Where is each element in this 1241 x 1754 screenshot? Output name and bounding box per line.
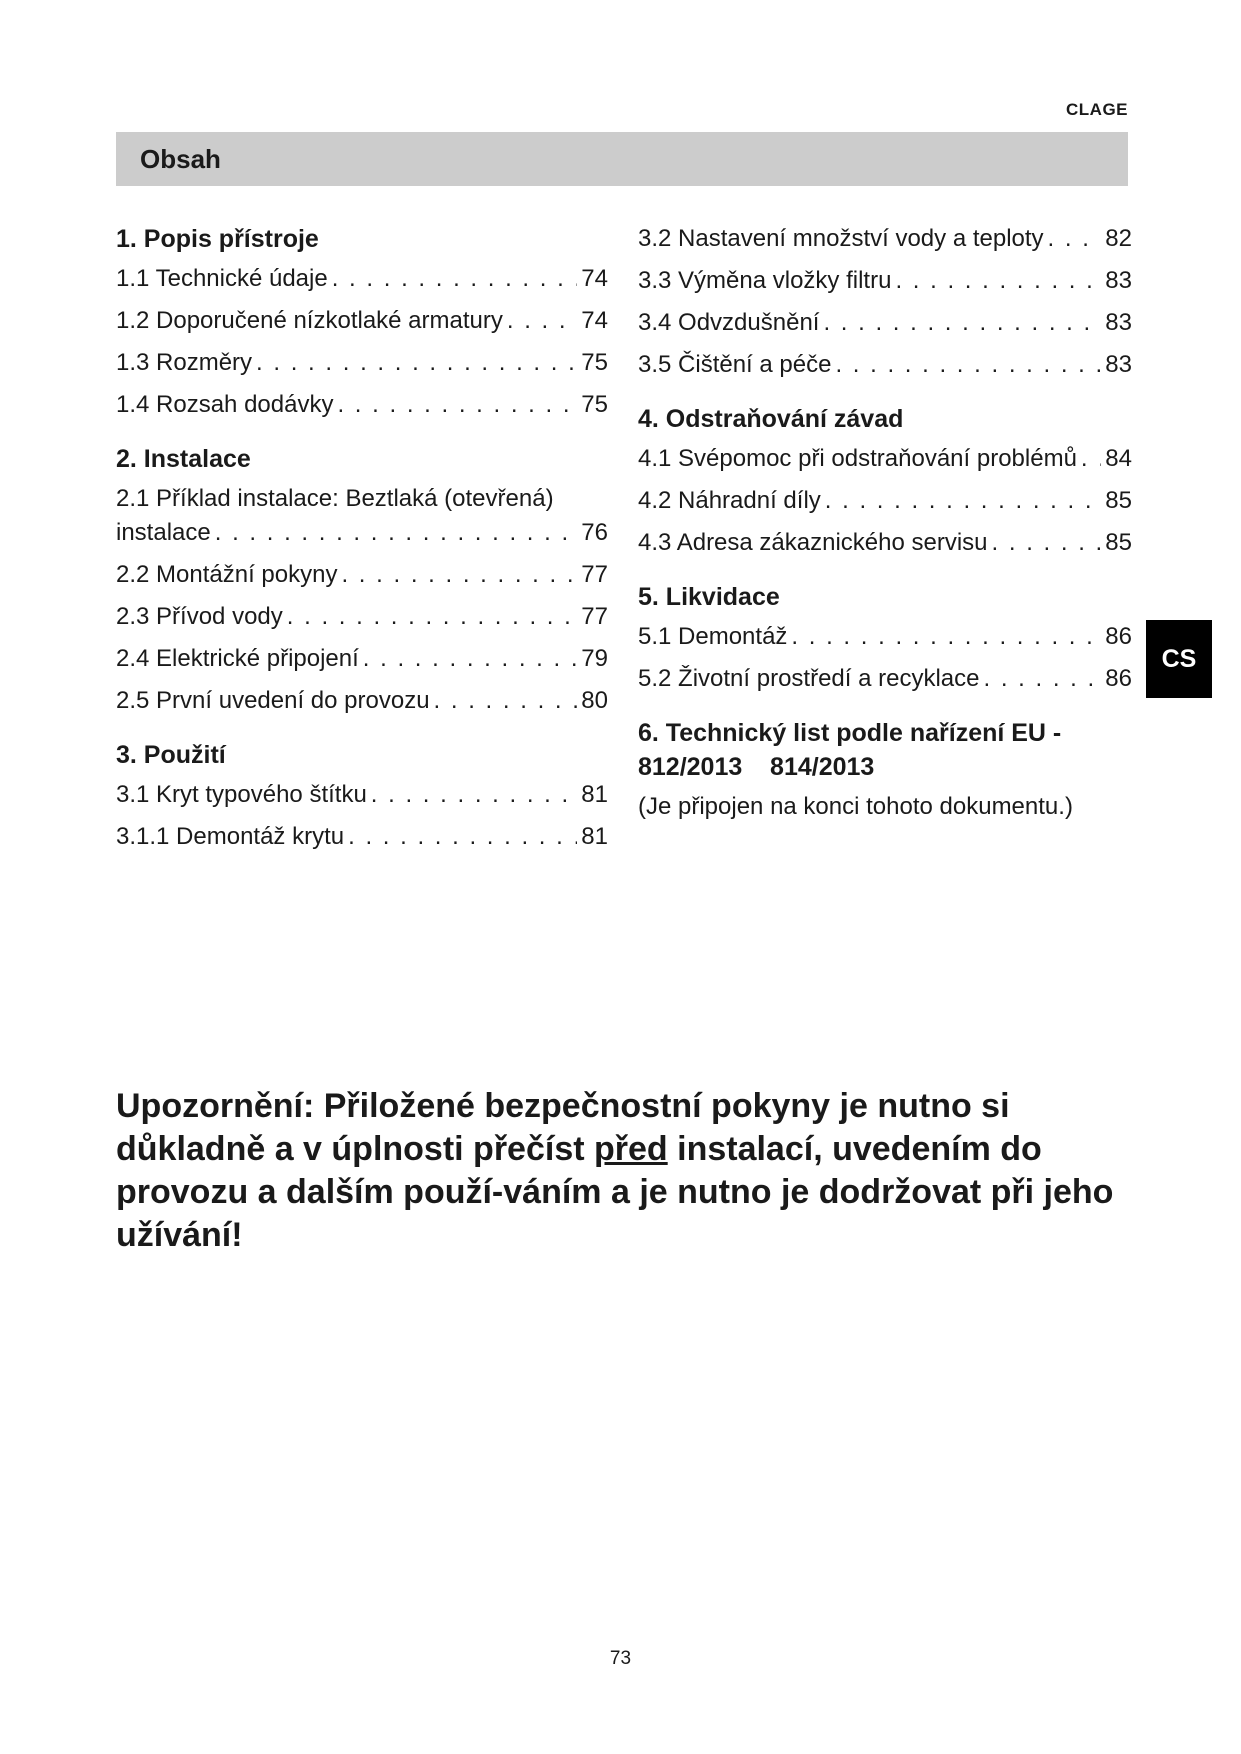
leader-dots <box>791 620 1101 654</box>
toc-entry[interactable] <box>638 442 1132 476</box>
toc-entry[interactable] <box>116 558 608 592</box>
toc-entry[interactable] <box>638 264 1132 298</box>
toc-entry-label: 1.4 Rozsah dodávky <box>116 391 334 418</box>
toc-entry[interactable] <box>638 348 1132 382</box>
leader-dots <box>983 662 1101 696</box>
toc-entry-page: 86 <box>1105 665 1132 692</box>
toc-entry-label: 3.2 Nastavení množství vody a teploty <box>638 225 1044 252</box>
toc-entry[interactable] <box>116 388 608 422</box>
toc-entry[interactable] <box>638 222 1132 256</box>
page-number: 73 <box>609 1648 632 1669</box>
toc-entry-page: 85 <box>1105 529 1132 556</box>
warning-underlined-word: před <box>594 1130 668 1168</box>
leader-dots <box>363 642 578 676</box>
toc-entry-page: 77 <box>581 603 608 630</box>
toc-entry-page: 79 <box>581 645 608 672</box>
leader-dots <box>992 526 1102 560</box>
toc-entry[interactable] <box>116 600 608 634</box>
toc-entry-label: 5.1 Demontáž <box>638 623 788 650</box>
section-6-title <box>638 716 1132 784</box>
toc-entry[interactable] <box>638 526 1132 560</box>
toc-entry-page: 83 <box>1105 309 1132 336</box>
toc-entry-page: 84 <box>1105 445 1132 472</box>
toc-entry-label: 1.1 Technické údaje <box>116 265 328 292</box>
toc-entry-page: 74 <box>581 265 608 292</box>
toc-entry-label: 1.2 Doporučené nízkotlaké armatury <box>116 307 503 334</box>
leader-dots <box>1048 222 1102 256</box>
leader-dots <box>823 306 1101 340</box>
leader-dots <box>332 262 578 296</box>
toc-entry[interactable] <box>116 346 608 380</box>
toc-entry-label: 3.4 Odvzdušnění <box>638 309 820 336</box>
toc-entry-page: 81 <box>581 823 608 850</box>
toc-entry-page: 75 <box>581 391 608 418</box>
leader-dots <box>507 304 577 338</box>
toc-title: Obsah <box>140 143 221 174</box>
toc-entry[interactable] <box>116 778 608 812</box>
leader-dots <box>371 778 578 812</box>
toc-entry-label: 3.1 Kryt typového štítku <box>116 781 367 808</box>
toc-left-column <box>116 222 608 862</box>
toc-entry-label: 1.3 Rozměry <box>116 349 253 376</box>
toc-entry-page: 82 <box>1105 225 1132 252</box>
leader-dots <box>287 600 578 634</box>
toc-entry-page: 76 <box>581 519 608 546</box>
warning-text-part2: instalací, uvedením do provozu a dalším použí-váním a je nutno je dodržovat při jeho užívání! <box>116 1130 1114 1254</box>
toc-entry-page: 86 <box>1105 623 1132 650</box>
leader-dots <box>256 346 577 380</box>
toc-entry-page: 74 <box>581 307 608 334</box>
section-6-note: (Je připojen na konci tohoto dokumentu.) <box>638 793 1073 820</box>
leader-dots <box>341 558 577 592</box>
toc-entry[interactable] <box>116 684 608 718</box>
section-title: 2. Instalace <box>116 445 251 473</box>
toc-entry-label: instalace <box>116 519 211 546</box>
toc-title-bar <box>116 132 1128 186</box>
toc-right-column <box>638 222 1132 824</box>
toc-entry-label: 4.2 Náhradní díly <box>638 487 821 514</box>
toc-entry-label: 4.1 Svépomoc při odstraňování problémů <box>638 445 1077 472</box>
toc-entry[interactable] <box>116 642 608 676</box>
toc-entry[interactable] <box>116 304 608 338</box>
toc-entry-label: 3.1.1 Demontáž krytu <box>116 823 345 850</box>
toc-entry[interactable] <box>116 482 608 550</box>
toc-entry-page: 85 <box>1105 487 1132 514</box>
language-tab <box>1146 620 1212 698</box>
warning-text-part1: Upozornění: Přiložené bezpečnostní pokyny je nutno si důkladně a v úplnosti přečíst <box>116 1087 1010 1168</box>
leader-dots <box>895 264 1101 298</box>
toc-entry-label: 2.2 Montážní pokyny <box>116 561 338 588</box>
section-title: 5. Likvidace <box>638 583 780 611</box>
leader-dots <box>1081 442 1101 476</box>
section-title: 3. Použití <box>116 741 226 769</box>
toc-entry-page: 83 <box>1105 267 1132 294</box>
toc-entry-page: 81 <box>581 781 608 808</box>
leader-dots <box>835 348 1101 382</box>
toc-entry[interactable] <box>638 620 1132 654</box>
toc-entry[interactable] <box>116 262 608 296</box>
toc-entry[interactable] <box>638 306 1132 340</box>
toc-entry-label: 2.4 Elektrické připojení <box>116 645 359 672</box>
toc-entry-label: 3.3 Výměna vložky filtru <box>638 267 892 294</box>
leader-dots <box>337 388 577 422</box>
section-title: 4. Odstraňování závad <box>638 405 904 433</box>
toc-entry-label: 5.2 Životní prostředí a recyklace <box>638 665 980 692</box>
toc-entry-label: 2.5 První uvedení do provozu <box>116 687 430 714</box>
leader-dots <box>434 684 578 718</box>
toc-entry-label: 4.3 Adresa zákaznického servisu <box>638 529 988 556</box>
toc-entry[interactable] <box>638 662 1132 696</box>
toc-entry-label: 2.3 Přívod vody <box>116 603 283 630</box>
section-6-title-line1: 6. Technický list podle nařízení EU - <box>638 719 1062 747</box>
toc-entry[interactable] <box>638 484 1132 518</box>
toc-entry-page: 77 <box>581 561 608 588</box>
brand-name: CLAGE <box>1066 100 1128 119</box>
section-6-title-line2: 812/2013 814/2013 <box>638 753 875 781</box>
leader-dots <box>825 484 1102 518</box>
toc-entry-page: 75 <box>581 349 608 376</box>
leader-dots <box>215 516 578 550</box>
language-tab-label: CS <box>1161 644 1197 673</box>
section-title: 1. Popis přístroje <box>116 225 319 253</box>
safety-warning <box>116 1085 1132 1257</box>
leader-dots <box>348 820 577 854</box>
toc-entry-page: 80 <box>581 687 608 714</box>
toc-entry-label-line1: 2.1 Příklad instalace: Beztlaká (otevřená) <box>116 485 554 512</box>
toc-entry-label: 3.5 Čištění a péče <box>638 351 832 378</box>
toc-entry-page: 83 <box>1105 351 1132 378</box>
toc-entry[interactable] <box>116 820 608 854</box>
